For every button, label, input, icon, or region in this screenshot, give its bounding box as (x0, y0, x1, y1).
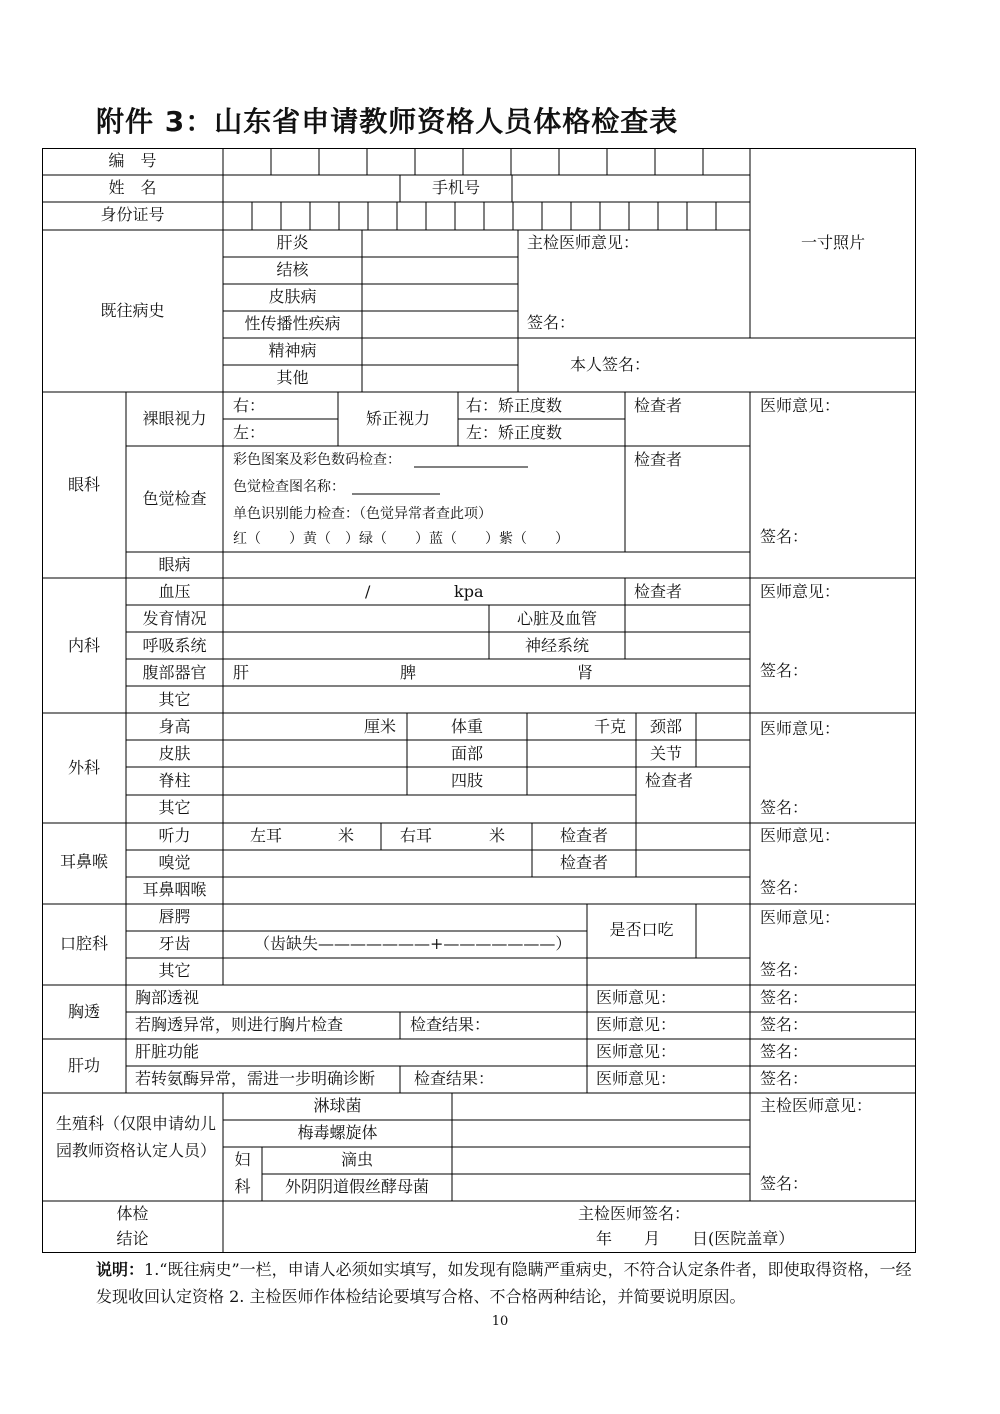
gynecology-label-2: 科 (234, 1177, 251, 1196)
left-correction-label: 左：矫正度数 (466, 423, 563, 442)
stutter-label: 是否口吃 (609, 920, 674, 939)
conclusion-date-label: 年 月 日(医院盖章） (596, 1229, 795, 1248)
oral-sign-label: 签名： (760, 960, 809, 979)
syphilis-label: 梅毒螺旋体 (297, 1123, 378, 1142)
history-item: 其他 (276, 368, 309, 387)
liver-abnormal-label: 若转氨酶异常，需进一步明确诊断 (135, 1069, 376, 1088)
chest-xray-sign-label: 签名： (760, 1015, 809, 1034)
liver-followup-doctor-opinion-label: 医师意见： (596, 1069, 677, 1088)
liver-result-label: 检查结果： (414, 1069, 495, 1088)
footnote (96, 1256, 916, 1310)
internal-other-label: 其它 (158, 690, 191, 709)
color-examiner-label: 检查者 (634, 450, 683, 469)
bp-slash: / (365, 582, 371, 601)
face-label: 面部 (450, 744, 483, 763)
gynecology-label-1: 妇 (234, 1150, 251, 1169)
surgery-doctor-opinion-label: 医师意见： (760, 719, 841, 738)
chest-result-label: 检查结果： (410, 1015, 491, 1034)
eye-section-label: 眼科 (67, 475, 100, 494)
conclusion-label-2: 结论 (116, 1229, 149, 1248)
color-vision-label: 色觉检查 (142, 489, 207, 508)
development-label: 发育情况 (142, 609, 207, 628)
teeth-missing-note: （齿缺失———————+———————） (254, 934, 572, 953)
left-ear-label: 左耳 (250, 826, 283, 845)
joint-label: 关节 (649, 744, 682, 763)
eye-sign-label: 签名： (760, 527, 809, 546)
height-label: 身高 (158, 717, 191, 736)
ent-sign-label: 签名： (760, 878, 809, 897)
skin-label: 皮肤 (158, 744, 191, 763)
reproductive-section-label: 生殖科（仅限申请幼儿园教师资格认定人员） (55, 1114, 216, 1160)
footnote-text: 1.“既往病史”一栏，申请人必须如实填写，如发现有隐瞒严重病史，不符合认定条件者，即使取得资格，一经发现收回认定资格 2. 主检医师作体检结论要填写合格、不合格两种结论，并简要说明原因。 (96, 1260, 912, 1306)
oral-other-label: 其它 (158, 961, 191, 980)
history-item: 性传播性疾病 (244, 314, 341, 333)
hearing-label: 听力 (158, 826, 191, 845)
history-label: 既往病史 (100, 301, 165, 320)
teeth-label: 牙齿 (158, 934, 191, 953)
color-check-line-1: 彩色图案及彩色数码检查： (233, 452, 401, 468)
oral-doctor-opinion-label: 医师意见： (760, 908, 841, 927)
history-item: 精神病 (268, 341, 317, 360)
right-eye-label: 右： (233, 396, 266, 415)
surgery-section-label: 外科 (67, 758, 100, 777)
naked-vision-label: 裸眼视力 (142, 409, 207, 428)
page-number: 10 (491, 1314, 509, 1329)
history-item: 结核 (276, 260, 309, 279)
liver-doctor-opinion-label: 医师意见： (596, 1042, 677, 1061)
blood-pressure-label: 血压 (158, 582, 191, 601)
smell-examiner-label: 检查者 (559, 853, 608, 872)
liver-followup-sign-label: 签名： (760, 1069, 809, 1088)
conclusion-label-1: 体检 (116, 1204, 149, 1223)
heart-label: 心脏及血管 (516, 609, 597, 628)
footnote-lead: 说明： (96, 1260, 145, 1279)
eye-doctor-opinion-label: 医师意见： (760, 396, 841, 415)
chest-abnormal-label: 若胸透异常，则进行胸片检查 (135, 1015, 344, 1034)
internal-sign-label: 签名： (760, 661, 809, 680)
oral-section-label: 口腔科 (59, 934, 108, 953)
color-check-line-2: 色觉检查图名称： (233, 479, 345, 495)
right-ear-unit: 米 (489, 826, 506, 845)
throat-label: 耳鼻咽喉 (142, 880, 207, 899)
phone-label: 手机号 (431, 178, 480, 197)
liver-organ-label: 肝 (233, 663, 250, 682)
nerve-label: 神经系统 (524, 636, 589, 655)
right-correction-label: 右：矫正度数 (466, 396, 563, 415)
serial-label: 编 号 (108, 151, 157, 170)
name-label: 姓 名 (108, 178, 157, 197)
repro-sign-label: 签名： (760, 1174, 809, 1193)
gonorrhea-label: 淋球菌 (313, 1096, 362, 1115)
color-check-line-3: 单色识别能力检查：（色觉异常者查此项） (233, 506, 492, 522)
self-sign-label: 本人签名： (570, 355, 651, 374)
liver-section-label: 肝功 (67, 1056, 100, 1075)
neck-label: 颈部 (649, 717, 682, 736)
lips-label: 唇腭 (158, 907, 191, 926)
chest-sign-label: 签名： (760, 988, 809, 1007)
id-card-label: 身份证号 (100, 205, 165, 224)
left-ear-unit: 米 (338, 826, 355, 845)
spine-label: 脊柱 (158, 771, 191, 790)
history-item: 肝炎 (276, 233, 309, 252)
right-ear-label: 右耳 (400, 826, 433, 845)
limbs-label: 四肢 (450, 771, 483, 790)
eye-disease-label: 眼病 (158, 555, 191, 574)
eye-examiner-label: 检查者 (634, 396, 683, 415)
surgery-sign-label: 签名： (760, 798, 809, 817)
chest-xray-doctor-opinion-label: 医师意见： (596, 1015, 677, 1034)
left-eye-label: 左： (233, 423, 266, 442)
chief-opinion-label: 主检医师意见： (527, 233, 640, 252)
color-check-line-4: 红（ ）黄（ ）绿（ ）蓝（ ）紫（ ） (233, 531, 569, 547)
weight-unit: 千克 (594, 717, 627, 736)
internal-doctor-opinion-label: 医师意见： (760, 582, 841, 601)
abdomen-label: 腹部器官 (142, 663, 207, 682)
weight-label: 体重 (450, 717, 483, 736)
chest-fluoroscopy-label: 胸部透视 (135, 988, 200, 1007)
history-item: 皮肤病 (268, 287, 317, 306)
respiratory-label: 呼吸系统 (142, 636, 207, 655)
chief-doctor-sign-label: 主检医师签名： (578, 1204, 691, 1223)
internal-section-label: 内科 (67, 636, 100, 655)
form-title: 附件 3：山东省申请教师资格人员体格检查表 (96, 105, 679, 138)
ent-section-label: 耳鼻喉 (59, 852, 108, 871)
kidney-label: 肾 (577, 663, 594, 682)
history-sign-label: 签名： (527, 313, 576, 332)
internal-examiner-label: 检查者 (634, 582, 683, 601)
smell-label: 嗅觉 (158, 853, 191, 872)
chest-doctor-opinion-label: 医师意见： (596, 988, 677, 1007)
corrected-vision-label: 矫正视力 (365, 409, 430, 428)
bp-unit: kpa (454, 582, 484, 601)
photo-placeholder: 一寸照片 (800, 233, 865, 252)
hearing-examiner-label: 检查者 (559, 826, 608, 845)
spleen-label: 脾 (400, 663, 417, 682)
health-check-form (42, 148, 916, 1253)
surgery-examiner-label: 检查者 (645, 771, 694, 790)
repro-chief-opinion-label: 主检医师意见： (760, 1096, 873, 1115)
candida-label: 外阴阴道假丝酵母菌 (284, 1177, 429, 1196)
trichomonas-label: 滴虫 (340, 1150, 373, 1169)
ent-doctor-opinion-label: 医师意见： (760, 826, 841, 845)
chest-section-label: 胸透 (67, 1002, 100, 1021)
height-unit: 厘米 (364, 717, 397, 736)
liver-function-label: 肝脏功能 (135, 1042, 200, 1061)
surgery-other-label: 其它 (158, 798, 191, 817)
liver-sign-label: 签名： (760, 1042, 809, 1061)
